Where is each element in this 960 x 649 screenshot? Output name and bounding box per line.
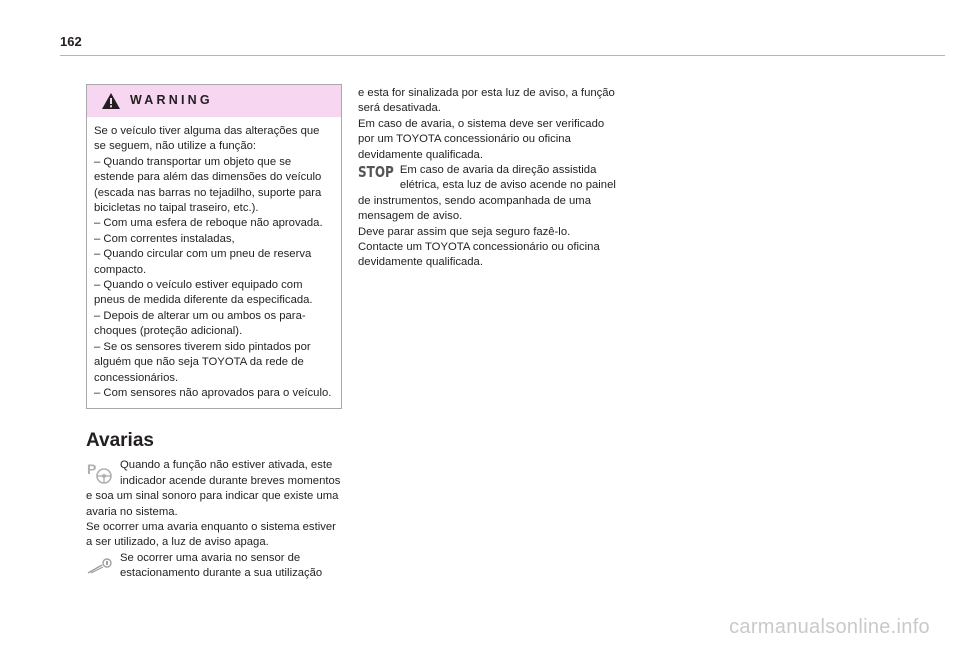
warning-line: – Depois de alterar um ou ambos os para-choques (proteção adicional).	[94, 309, 306, 338]
right-text-2: Em caso de avaria, o sistema deve ser verificado por um TOYOTA concessionário ou oficina devidamente qualificada.	[358, 117, 605, 161]
right-text-4: Deve parar assim que seja seguro fazê-lo.	[358, 225, 571, 238]
stop-warning-icon: STOP	[358, 163, 394, 181]
warning-title: WARNING	[130, 93, 213, 108]
wrench-warning-icon	[86, 553, 114, 577]
warning-line: – Com sensores não aprovados para o veículo.	[94, 386, 332, 399]
left-column	[86, 84, 342, 582]
warning-line: – Se os sensores tiverem sido pintados por alguém que não seja TOYOTA da rede de concessionários.	[94, 340, 311, 384]
page-number: 162	[60, 34, 82, 49]
avarias-text-1: Quando a função não estiver ativada, este indicador acende durante breves momentos e soa um sinal sonoro para indicar que existe uma avaria no sistema.	[86, 459, 341, 518]
right-text-1: e esta for sinalizada por esta luz de aviso, a função será desativada.	[358, 87, 615, 115]
warning-body	[87, 117, 341, 408]
avarias-text-3: Se ocorrer uma avaria no sensor de estacionamento durante a sua utilização	[120, 551, 323, 580]
parking-assist-indicator-icon	[86, 460, 114, 486]
warning-line: – Quando o veículo estiver equipado com pneus de medida diferente da especificada.	[94, 279, 313, 307]
right-text-5: Contacte um TOYOTA concessionário ou oficina devidamente qualificada.	[358, 241, 600, 269]
warning-line: Se o veículo tiver alguma das alterações que se seguem, não utilize a função:	[94, 125, 320, 153]
warning-line: – Quando transportar um objeto que se estende para além das dimensões do veículo (escada nas barras no tejadilho, suporte para bicicletas no taipal traseiro, etc.).	[94, 155, 322, 215]
warning-triangle-icon	[101, 92, 121, 110]
section-heading-avarias: Avarias	[86, 430, 154, 452]
right-column	[358, 86, 620, 271]
svg-text:P: P	[87, 461, 97, 478]
warning-line: – Quando circular com um pneu de reserva compacto.	[94, 248, 312, 276]
header-rule	[60, 55, 945, 56]
warning-line: – Com correntes instaladas,	[94, 232, 235, 245]
avarias-para-3	[86, 551, 342, 582]
warning-line: – Com uma esfera de reboque não aprovada.	[94, 217, 323, 230]
warning-header	[87, 85, 341, 117]
avarias-para-1	[86, 458, 342, 520]
right-para-stop	[358, 163, 620, 225]
watermark: carmanualsonline.info	[729, 616, 930, 638]
right-text-3: Em caso de avaria da direção assistida elétrica, esta luz de aviso acende no painel de instrumentos, sendo acompanhada de uma mensagem de aviso.	[358, 164, 616, 223]
avarias-text-2: Se ocorrer uma avaria enquanto o sistema estiver a ser utilizado, a luz de aviso apaga.	[86, 520, 336, 549]
warning-box	[86, 84, 342, 409]
